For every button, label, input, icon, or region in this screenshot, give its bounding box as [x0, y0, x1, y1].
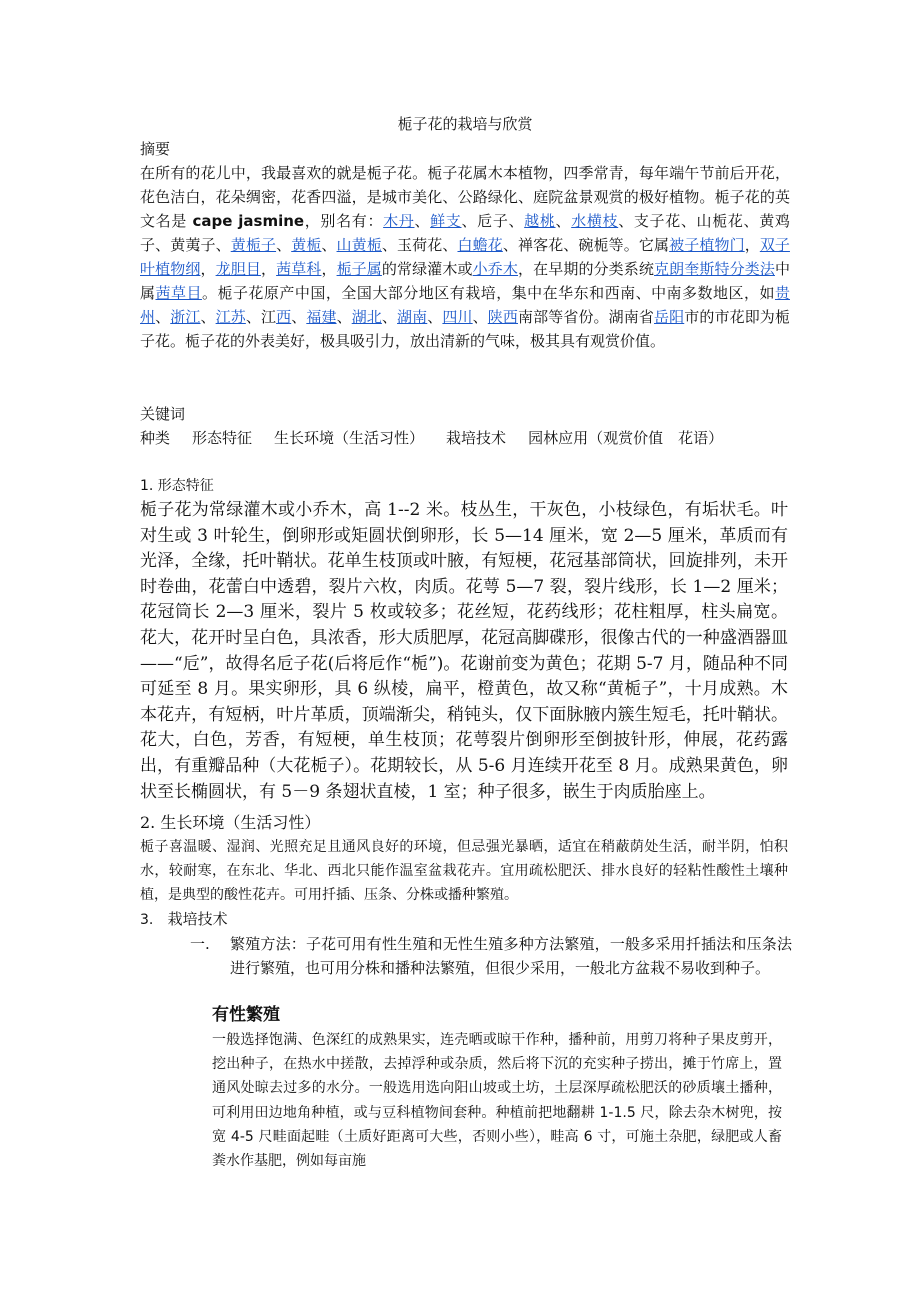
text: 、禅客花、碗栀等。它属	[502, 236, 670, 254]
subheading-sexual-propagation: 有性繁殖	[212, 1005, 280, 1025]
method-item	[190, 932, 792, 980]
link-shanhuangzhi[interactable]: 山黄栀	[336, 236, 382, 254]
link-hunan[interactable]: 湖南	[397, 308, 428, 326]
link-small-tree[interactable]: 小乔木	[472, 260, 518, 278]
abstract-paragraph	[140, 161, 790, 353]
keyword: 形态特征	[192, 429, 253, 447]
method-number: 一.	[190, 935, 210, 953]
keyword: 栽培技术	[446, 429, 507, 447]
text: 、	[427, 308, 443, 326]
document-title: 栀子花的栽培与欣赏	[397, 115, 533, 133]
link-fujian[interactable]: 福建	[306, 308, 337, 326]
keyword: 园林应用（观赏价值 花语）	[528, 429, 724, 447]
number: 1-1.5	[599, 1104, 636, 1121]
link-rubiaceae[interactable]: 茜草科	[276, 260, 322, 278]
text: 一般选择饱满、色深红的成熟果实，连壳晒或晾干作种，播种前，用剪刀将种子果皮剪开，挖出种子，在热水中搓散，去掉浮种或杂质，然后将下沉的充实种子捞出，摊于竹席上，置通风处晾去过多的水分。一般选用选向阳山坡或土坊，土层深厚疏松肥沃的砂质壤土播种，可利用田边地角种植，或与豆科植物间套种。种植前把地翻耕	[212, 1032, 782, 1121]
text: 、玉荷花、	[381, 236, 458, 254]
number: 6	[583, 1128, 593, 1145]
keyword: 生长环境（生活习性）	[274, 429, 425, 447]
english-name: cape jasmine	[192, 212, 305, 230]
link-yueyang[interactable]: 岳阳	[654, 308, 685, 326]
text: ，	[321, 260, 337, 278]
section-2-text: 栀子喜温暖、湿润、光照充足且通风良好的环境，但忌强光暴晒，适宜在稍蔽荫处生活，耐半阴，怕积水，较耐寒，在东北、华北、西北只能作温室盆栽花卉。宜用疏松肥沃、排水良好的轻粘性酸性土壤种植，是典型的酸性花卉。可用扦插、压条、分株或播种繁殖。	[140, 839, 788, 903]
text: 、	[381, 308, 398, 326]
text: 尺畦面起畦（土质好距离可大些，否则小些），畦高	[253, 1128, 584, 1145]
section-1-heading: 1. 形态特征	[140, 478, 214, 494]
text: ，在早期的分类系统	[517, 260, 655, 278]
text: 在所有的花儿中，我最喜欢的就是栀子花。栀子花属木本植物，四季常青，每年端午节前后开花，花色洁白，花朵绸密，花香四溢，是城市美化、公路绿化、庭院盆景观赏的极好植物。栀子花的英文名是	[140, 164, 790, 230]
section-3-title: 栽培技术	[167, 910, 228, 928]
link-cronquist[interactable]: 克朗奎斯特分类法	[654, 260, 775, 278]
link-sichuan[interactable]: 四川	[442, 308, 473, 326]
link-huangzhi[interactable]: 黄栀	[291, 236, 322, 254]
link-rubiales[interactable]: 茜草目	[155, 284, 202, 302]
link-mudan[interactable]: 木丹	[383, 212, 415, 230]
text: 市的市花即为栀子花。栀子花的外表美好，极具吸引力，放出清新的气味，极其具有观赏价值。	[140, 308, 790, 350]
text: 尺，除去杂木树兜，按宽	[212, 1104, 783, 1145]
link-shaanxi[interactable]: 陕西	[487, 308, 518, 326]
text: 、	[291, 308, 307, 326]
link-jiangsu[interactable]: 江苏	[215, 308, 246, 326]
keywords-heading: 关键词	[140, 405, 186, 423]
link-guizhou[interactable]: 贵州	[140, 284, 790, 326]
text: 的常绿灌木或	[381, 260, 473, 278]
section-1-text: 栀子花为常绿灌木或小乔木，高 1--2 米。枝丛生，干灰色，小枝绿色，有垢状毛。叶对生或 3 叶轮生，倒卵形或矩圆状倒卵形，长 5—14 厘米，宽 2—5 厘米，革质而有光泽，全缘，托叶鞘状。花单生枝顶或叶腋，有短梗，花冠基部筒状，回旋排列，未开时卷曲，花蕾白中透碧，裂片六枚，肉质。花萼 5—7 裂，裂片线形，长 1—2 厘米；花冠筒长 2—3 厘米，裂片 5 枚或较多；花丝短，花药线形；花柱粗厚，柱头扁宽。花大，花开时呈白色，具浓香，形大质肥厚，花冠高脚碟形，很像古代的一种盛酒器皿——“卮”，故得名卮子花(后将卮作“栀”)。花谢前变为黄色；花期 5-7 月，随品种不同可延至 8 月。果实卵形，具 6 纵棱，扁平，橙黄色，故又称“黄栀子”，十月成熟。木本花卉，有短柄，叶片革质，顶端渐尖，稍钝头，仅下面脉腋内簇生短毛，托叶鞘状。花大，白色，芳香，有短梗，单生枝顶；花萼裂片倒卵形至倒披针形，伸展，花药露出，有重瓣品种（大花栀子）。花期较长，从 5-6 月连续开花至 8 月。成熟果黄色，卵状至长椭圆状，有 5－9 条翅状直棱，1 室；种子很多，嵌生于肉质胎座上。	[140, 500, 788, 802]
text: 、	[321, 236, 337, 254]
text: 、	[414, 212, 431, 230]
method-text: 繁殖方法：子花可用有性生殖和无性生殖多种方法繁殖，一般多采用扦插法和压条法进行繁殖，也可用分株和播种法繁殖，但很少采用，一般北方盆栽不易收到种子。	[230, 935, 792, 977]
text: 、卮子、	[461, 212, 525, 230]
link-shuihengzhi[interactable]: 水横枝	[571, 212, 619, 230]
text: ，	[744, 236, 760, 254]
text: ，	[260, 260, 277, 278]
abstract-heading: 摘要	[140, 140, 171, 158]
text: 中属	[140, 260, 790, 302]
text: 。栀子花原产中国，全国大部分地区有栽培，集中在华东和西南、中南多数地区，如	[201, 284, 775, 302]
link-zhejiang[interactable]: 浙江	[170, 308, 201, 326]
abstract-section	[140, 137, 790, 353]
text: 、	[155, 308, 171, 326]
link-gentianales[interactable]: 龙胆目	[215, 260, 261, 278]
keyword: 种类	[140, 429, 171, 447]
text: 、江	[245, 308, 277, 326]
link-yuetao[interactable]: 越桃	[524, 212, 556, 230]
text: 、	[555, 212, 572, 230]
text: 、	[200, 308, 216, 326]
section-3-heading	[140, 907, 228, 932]
link-huangzhizi[interactable]: 黄栀子	[230, 236, 277, 254]
link-gardenia-genus[interactable]: 栀子属	[336, 260, 382, 278]
link-xianzhi[interactable]: 鲜支	[430, 212, 462, 230]
text: ，	[200, 260, 216, 278]
link-angiosperm[interactable]: 被子植物门	[669, 236, 745, 254]
text: 、	[276, 236, 292, 254]
text: ，别名有：	[304, 212, 384, 230]
text: 、	[336, 308, 352, 326]
section-3-number: 3.	[140, 912, 154, 928]
link-jiangxi[interactable]: 西	[276, 308, 292, 326]
link-dicot[interactable]: 双子叶植物纲	[140, 236, 790, 278]
section-2-heading: 2. 生长环境（生活习性）	[140, 813, 321, 832]
text: 、	[472, 308, 488, 326]
sexual-propagation-text	[212, 1028, 782, 1173]
link-hubei[interactable]: 湖北	[351, 308, 382, 326]
number: 4-5	[230, 1128, 254, 1145]
link-baichanhua[interactable]: 白蟾花	[457, 236, 503, 254]
text: 寸，可施土杂肥，绿肥或人畜粪水作基肥，例如每亩施	[212, 1128, 783, 1170]
text: 南部等省份。湖南省	[518, 308, 655, 326]
keywords-list	[140, 426, 745, 450]
text: 、支子花、山栀花、黄鸡子、黄荑子、	[140, 212, 790, 254]
